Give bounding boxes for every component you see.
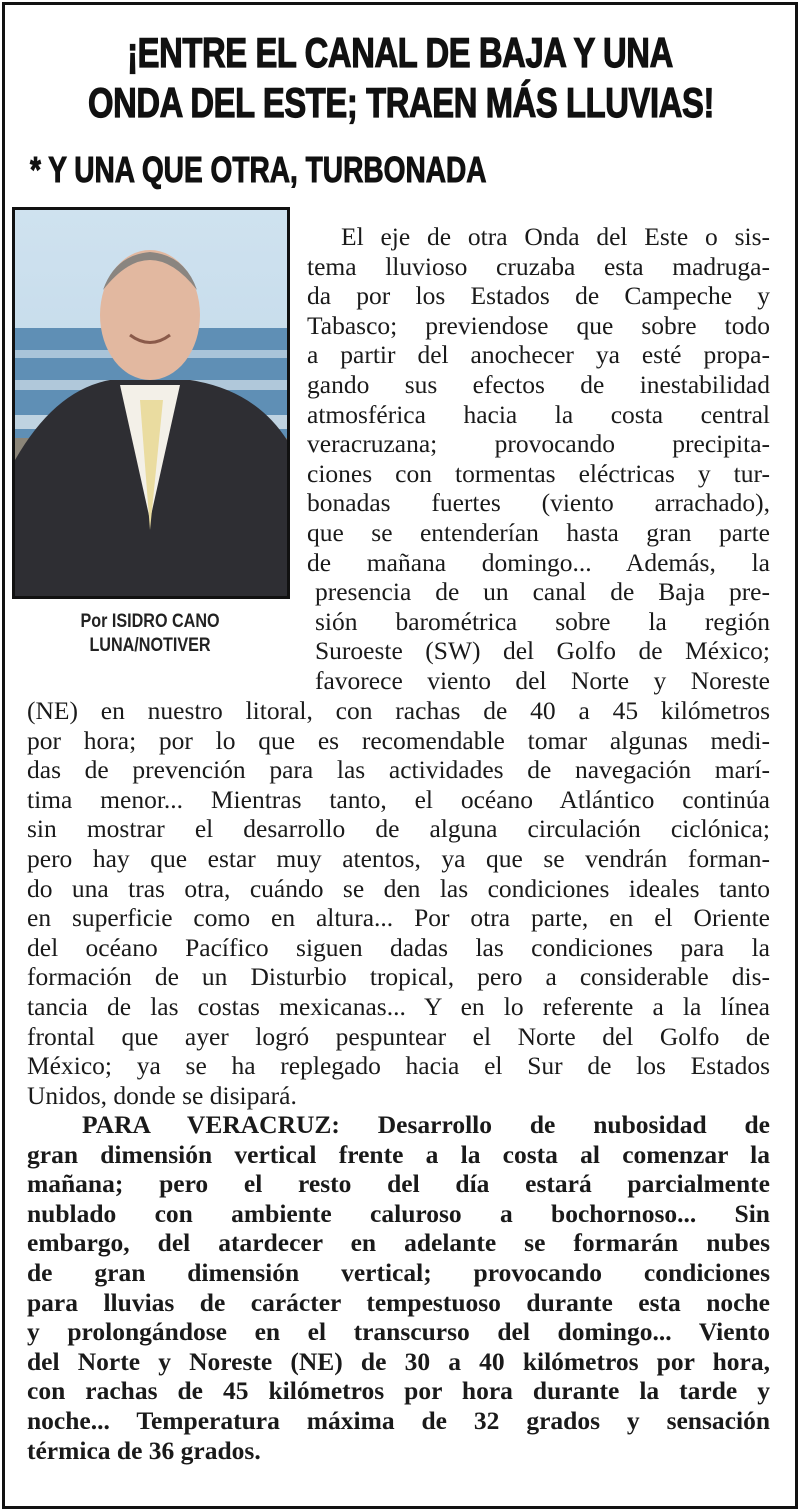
body-line: bonadas fuertes (viento arrachado), <box>307 488 770 518</box>
author-photo <box>12 207 290 599</box>
body-line: das de prevención para las actividades de navegación marí- <box>27 755 770 785</box>
body-line: (NE) en nuestro litoral, con rachas de 40 a 45 kilómetros <box>27 696 770 725</box>
body-line: que se entenderían hasta gran parte <box>307 517 770 547</box>
body-line: veracruzana; provocando precipita- <box>307 429 770 459</box>
forecast-line: PARA VERACRUZ: Desarrollo de nubosidad de <box>82 1110 770 1139</box>
subheadline: * Y UNA QUE OTRA, TURBONADA <box>30 149 487 190</box>
body-line: a partir del anochecer ya esté propa- <box>307 340 770 370</box>
forecast-line: de gran dimensión vertical; provocando condiciones <box>27 1257 770 1287</box>
forecast-line: con rachas de 45 kilómetros por hora durante la tarde y <box>27 1376 770 1406</box>
body-line: Suroeste (SW) del Golfo de México; <box>315 636 770 666</box>
forecast-line: embargo, del atardecer en adelante se formarán nubes <box>27 1228 770 1258</box>
body-line: Tabasco; previendose que sobre todo <box>307 310 770 340</box>
body-right-column <box>307 222 770 696</box>
forecast-line: noche... Temperatura máxima de 32 grados y sensación <box>27 1405 770 1435</box>
forecast-line: nublado con ambiente caluroso a bochornoso... Sin <box>27 1198 770 1228</box>
body-line: presencia de un canal de Baja pre- <box>315 577 770 607</box>
body-line: da por los Estados de Campeche y <box>307 281 770 311</box>
headline-line: ¡ENTRE EL CANAL DE BAJA Y UNA <box>127 29 673 76</box>
forecast-line: gran dimensión vertical frente a la costa al comenzar la <box>27 1139 770 1169</box>
body-line: pero hay que estar muy atentos, ya que se vendrán forman- <box>27 843 770 873</box>
body-line: favorece viento del Norte y Noreste <box>315 665 770 695</box>
forecast-line: térmica de 36 grados. <box>27 1435 261 1465</box>
body-line: tancia de las costas mexicanas... Y en lo referente a la línea <box>27 991 770 1021</box>
body-line: Unidos, donde se disipará. <box>27 1080 297 1110</box>
byline-line: LUNA/NOTIVER <box>89 635 211 656</box>
forecast-line: mañana; pero el resto del día estará parcialmente <box>27 1169 770 1199</box>
byline-line: Por ISIDRO CANO <box>80 611 220 632</box>
body-line: tema lluvioso cruzaba esta madruga- <box>307 251 770 281</box>
body-line: por hora; por lo que es recomendable tomar algunas medi- <box>27 725 770 755</box>
body-line: México; ya se ha replegado hacia el Sur de los Estados <box>27 1051 770 1081</box>
body-line: del océano Pacífico siguen dadas las condiciones para la <box>27 932 770 962</box>
body-full-width <box>27 696 770 1110</box>
body-line: tima menor... Mientras tanto, el océano Atlántico continúa <box>27 784 770 814</box>
body-line: frontal que ayer logró pespuntear el Norte del Golfo de <box>27 1021 770 1051</box>
headline <box>0 28 800 128</box>
byline <box>57 610 244 658</box>
headline-line: ONDA DEL ESTE; TRAEN MÁS LLUVIAS! <box>88 79 714 126</box>
body-line: sión barométrica sobre la región <box>315 606 770 636</box>
body-line: de mañana domingo... Además, la <box>307 547 770 577</box>
body-line: ciones con tormentas eléctricas y tur- <box>307 458 770 488</box>
body-line: formación de un Disturbio tropical, pero a considerable dis- <box>27 962 770 992</box>
body-line: sin mostrar el desarrollo de alguna circulación ciclónica; <box>27 814 770 844</box>
body-line: atmosférica hacia la costa central <box>307 399 770 429</box>
body-line: El eje de otra Onda del Este o sis- <box>341 222 770 251</box>
forecast-line: y prolongándose en el transcurso del domingo... Viento <box>27 1317 770 1347</box>
forecast-line: para lluvias de carácter tempestuoso durante esta noche <box>27 1287 770 1317</box>
forecast-line: del Norte y Noreste (NE) de 30 a 40 kilómetros por hora, <box>27 1346 770 1376</box>
veracruz-forecast <box>27 1110 770 1465</box>
body-line: en superficie como en altura... Por otra parte, en el Oriente <box>27 903 770 933</box>
body-line: do una tras otra, cuándo se den las condiciones ideales tanto <box>27 873 770 903</box>
body-line: gando sus efectos de inestabilidad <box>307 369 770 399</box>
